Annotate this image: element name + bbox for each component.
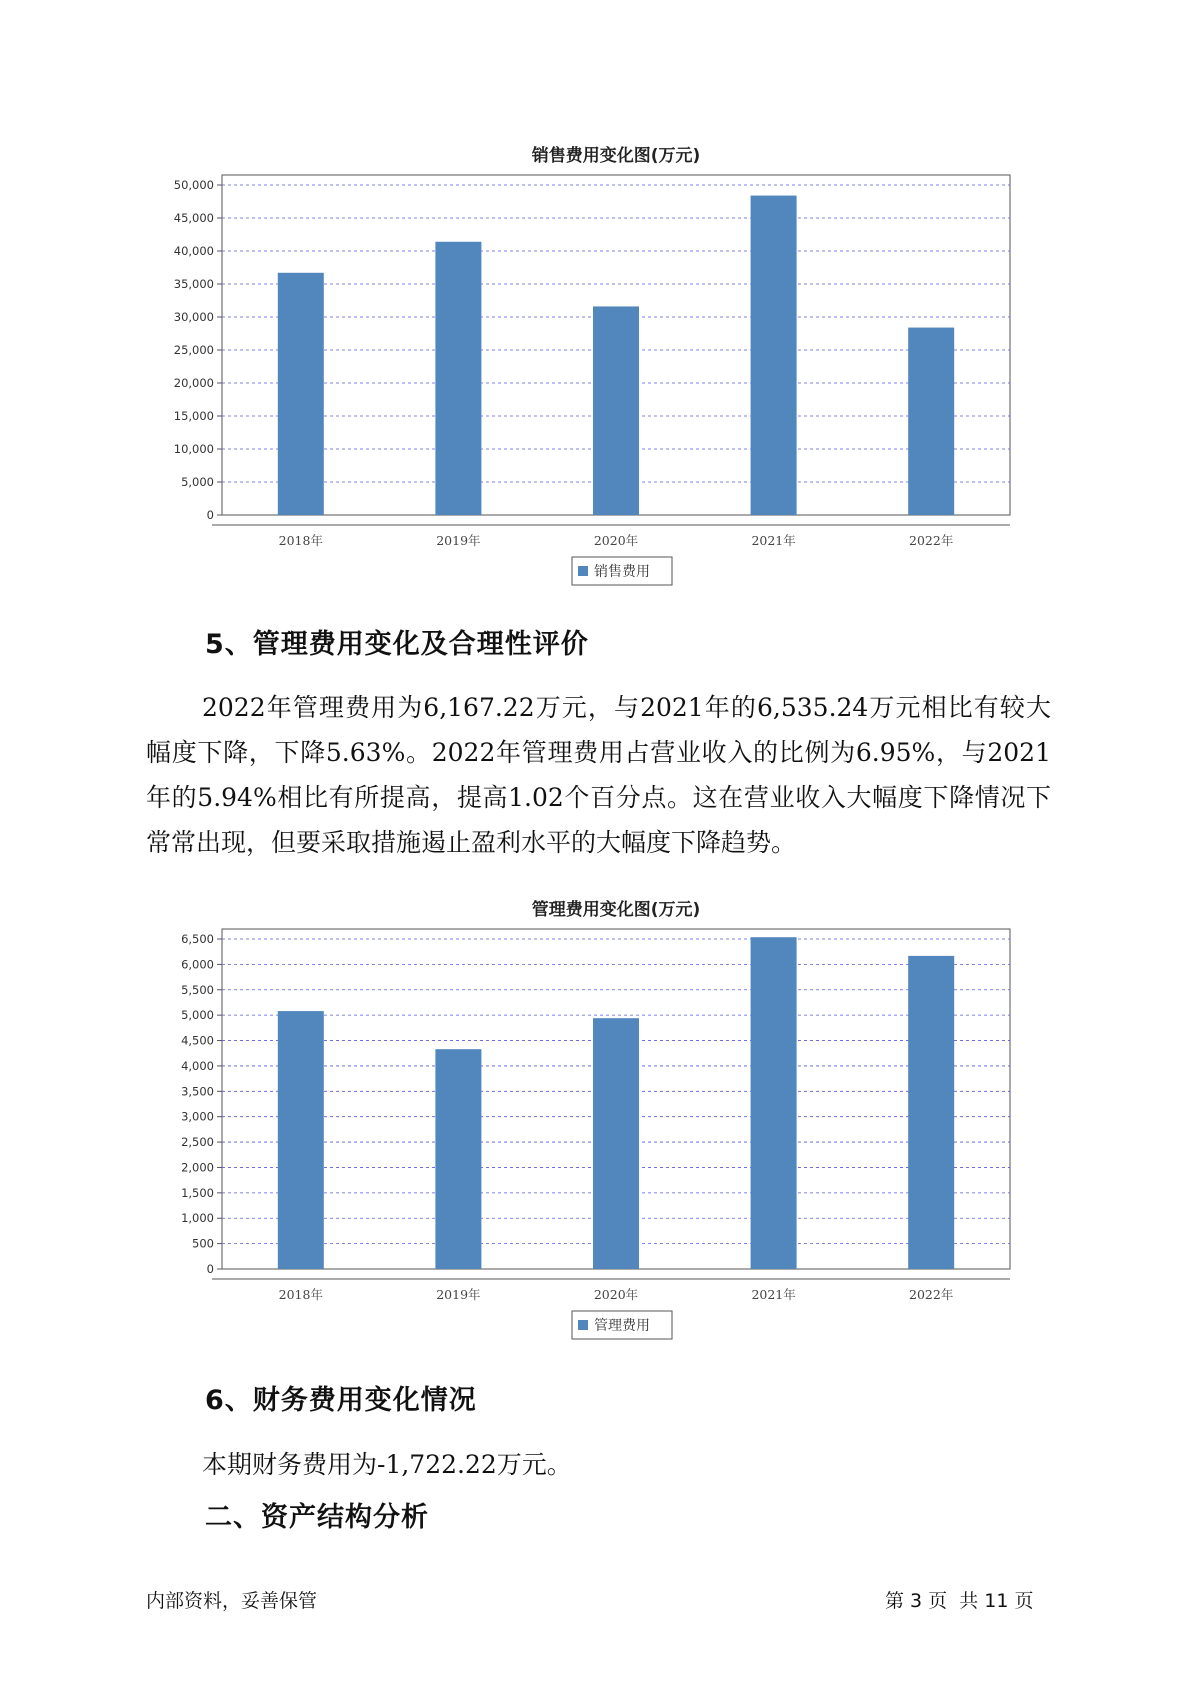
- x-tick-label: 2021年: [751, 533, 796, 548]
- chart-title: 销售费用变化图(万元): [531, 146, 701, 166]
- y-tick-label: 3,500: [181, 1084, 214, 1099]
- y-tick-label: 0: [206, 508, 214, 522]
- y-tick-label: 5,000: [181, 1008, 214, 1023]
- admin-expense-chart: [150, 889, 1020, 1349]
- bar: [593, 306, 639, 515]
- y-tick-label: 1,500: [181, 1185, 214, 1200]
- y-tick-label: 6,000: [181, 957, 214, 972]
- y-tick-label: 20,000: [173, 376, 214, 390]
- y-tick-label: 3,000: [181, 1109, 214, 1124]
- y-tick-label: 30,000: [173, 310, 214, 324]
- y-tick-label: 4,500: [181, 1033, 214, 1048]
- legend: [572, 1311, 672, 1339]
- section-6-paragraph: 本期财务费用为-1,722.22万元。: [202, 1450, 572, 1479]
- x-tick-label: 2022年: [909, 533, 954, 548]
- y-tick-label: 0: [206, 1262, 214, 1276]
- x-tick-label: 2019年: [436, 533, 481, 548]
- x-tick-label: 2020年: [593, 1287, 639, 1302]
- x-tick-label: 2018年: [278, 533, 323, 548]
- bar: [278, 1011, 324, 1269]
- legend-swatch: [578, 566, 588, 576]
- y-tick-label: 35,000: [173, 277, 214, 291]
- x-tick-label: 2020年: [593, 533, 639, 548]
- x-tick-label: 2019年: [436, 1287, 481, 1302]
- chart-title: 管理费用变化图(万元): [531, 900, 701, 920]
- y-tick-label: 1,000: [181, 1211, 214, 1226]
- y-tick-label: 4,000: [181, 1058, 214, 1073]
- y-tick-label: 2,000: [181, 1160, 214, 1175]
- footer-page-number: 第 3 页 共 11 页: [885, 1590, 1034, 1612]
- x-tick-label: 2021年: [751, 1287, 796, 1302]
- section-6-heading: 6、财务费用变化情况: [205, 1385, 477, 1416]
- y-tick-label: 10,000: [173, 442, 214, 456]
- y-tick-label: 5,000: [181, 475, 214, 489]
- bar: [908, 956, 954, 1269]
- legend-label: 管理费用: [594, 1318, 650, 1334]
- admin-expense-chart-svg: [150, 889, 1020, 1349]
- legend-label: 销售费用: [594, 564, 650, 580]
- y-tick-label: 5,500: [181, 982, 214, 997]
- y-tick-label: 6,500: [181, 932, 214, 946]
- footer-confidential-note: 内部资料，妥善保管: [146, 1590, 318, 1612]
- y-tick-label: 500: [192, 1236, 214, 1251]
- y-tick-label: 50,000: [173, 178, 214, 192]
- x-tick-label: 2022年: [909, 1287, 954, 1302]
- y-tick-label: 25,000: [173, 343, 214, 357]
- bar: [751, 937, 797, 1269]
- section-5-paragraph: 2022年管理费用为6,167.22万元，与2021年的6,535.24万元相比有较大幅度下降，下降5.63%。2022年管理费用占营业收入的比例为6.95%，与2021年的5.94%相比有所提高，提高1.02个百分点。这在营业收入大幅度下降情况下常常出现，但要采取措施遏止盈利水平的大幅度下降趋势。: [146, 693, 1051, 857]
- section-5-heading: 5、管理费用变化及合理性评价: [205, 629, 589, 660]
- part-2-heading: 二、资产结构分析: [205, 1502, 429, 1533]
- bar: [751, 196, 797, 515]
- y-tick-label: 45,000: [173, 211, 214, 225]
- y-tick-label: 40,000: [173, 244, 214, 258]
- legend-swatch: [578, 1320, 588, 1330]
- y-tick-label: 2,500: [181, 1135, 214, 1150]
- x-tick-label: 2018年: [278, 1287, 323, 1302]
- sales-expense-chart-svg: [150, 135, 1020, 595]
- sales-expense-chart: [150, 135, 1020, 595]
- y-tick-label: 15,000: [173, 409, 214, 423]
- bar: [593, 1018, 639, 1269]
- bar: [278, 273, 324, 515]
- legend: [572, 557, 672, 585]
- bar: [435, 1049, 481, 1269]
- bar: [908, 328, 954, 515]
- bar: [435, 242, 481, 515]
